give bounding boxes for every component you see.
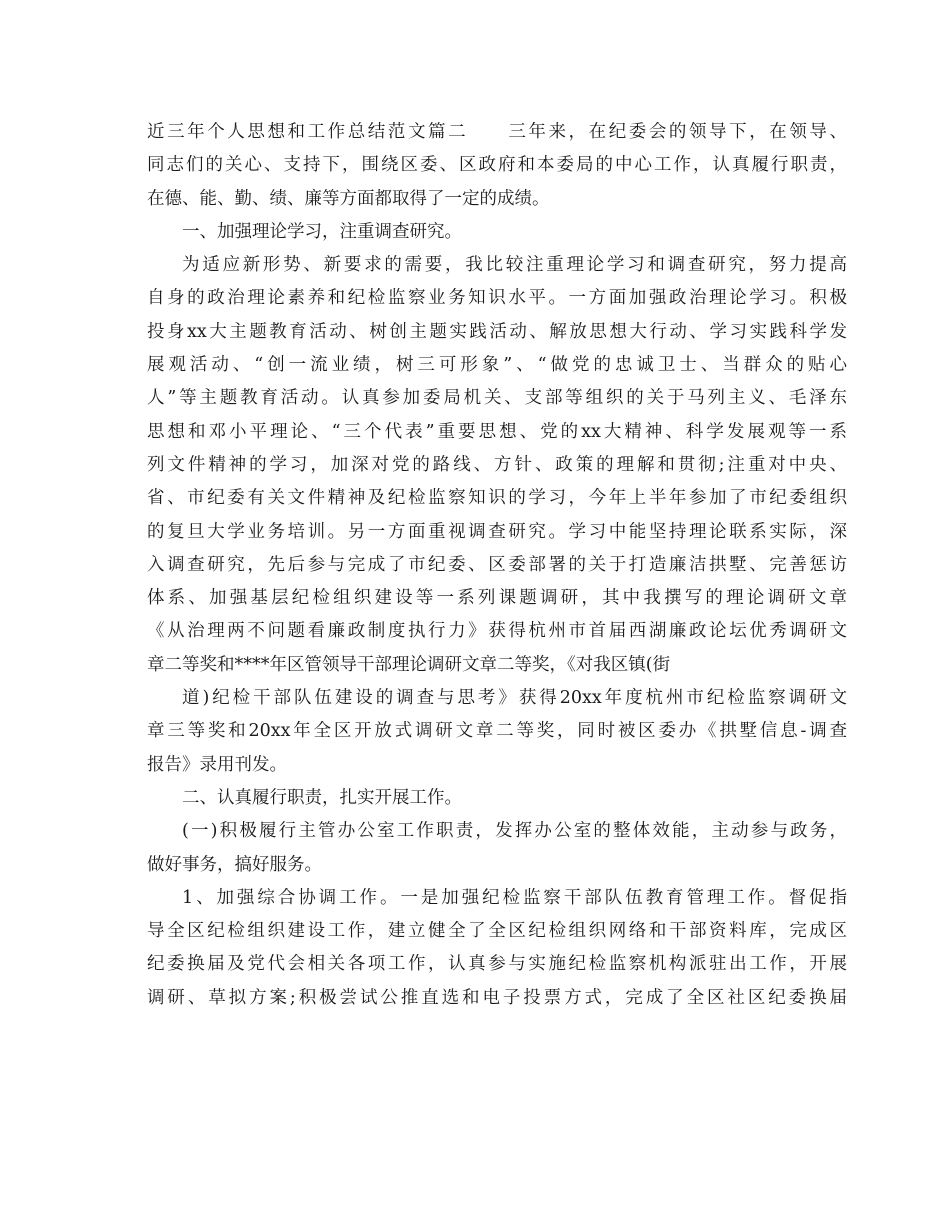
text-line-7: 投身xx大主题教育活动、树创主题实践活动、解放思想大行动、学习实践科学发 — [147, 321, 847, 342]
text-line-22: (一)积极履行主管办公室工作职责，发挥办公室的整体效能，主动参与政务， — [182, 821, 847, 842]
text-line-26: 纪委换届及党代会相关各项工作，认真参与实施纪检监察机构派驻出工作，开展 — [147, 954, 847, 975]
text-line-25: 导全区纪检组织建设工作，建立健全了全区纪检组织网络和干部资料库，完成区 — [147, 921, 847, 942]
text-line-11: 列文件精神的学习，加深对党的路线、方针、政策的理解和贯彻;注重对中央、 — [147, 454, 847, 475]
text-line-18: 道)纪检干部队伍建设的调查与思考》获得20xx年度杭州市纪检监察调研文 — [182, 688, 847, 709]
text-line-16: 《从治理两不问题看廉政制度执行力》获得杭州市首届西湖廉政论坛优秀调研文 — [147, 621, 847, 642]
text-line-6: 自身的政治理论素养和纪检监察业务知识水平。一方面加强政治理论学习。积极 — [147, 288, 847, 309]
text-line-1: 近三年个人思想和工作总结范文篇二 三年来，在纪委会的领导下，在领导、 — [147, 122, 847, 142]
section-heading-2: 二、认真履行职责，扎实开展工作。 — [182, 787, 462, 808]
text-line-27: 调研、草拟方案;积极尝试公推直选和电子投票方式，完成了全区社区纪委换届 — [147, 987, 847, 1008]
text-line-12: 省、市纪委有关文件精神及纪检监察知识的学习，今年上半年参加了市纪委组织 — [147, 488, 847, 509]
text-line-9: 人”等主题教育活动。认真参加委局机关、支部等组织的关于马列主义、毛泽东 — [147, 388, 847, 409]
document-body — [147, 116, 847, 1015]
text-line-3: 在德、能、勤、绩、廉等方面都取得了一定的成绩。 — [147, 188, 550, 209]
text-line-17: 章二等奖和****年区管领导干部理论调研文章二等奖，《对我区镇(街 — [147, 654, 671, 675]
text-line-2: 同志们的关心、支持下，围绕区委、区政府和本委局的中心工作，认真履行职责， — [147, 155, 847, 176]
text-line-23: 做好事务，搞好服务。 — [147, 854, 322, 875]
text-line-5: 为适应新形势、新要求的需要，我比较注重理论学习和调查研究，努力提高 — [182, 255, 847, 276]
section-heading-1: 一、加强理论学习，注重调查研究。 — [182, 221, 462, 242]
text-line-14: 入调查研究，先后参与完成了市纪委、区委部署的关于打造廉洁拱墅、完善惩访 — [147, 554, 847, 575]
text-line-20: 报告》录用刊发。 — [147, 754, 287, 775]
text-line-13: 的复旦大学业务培训。另一方面重视调查研究。学习中能坚持理论联系实际，深 — [147, 521, 847, 542]
text-line-10: 思想和邓小平理论、“三个代表”重要思想、党的xx大精神、科学发展观等一系 — [147, 421, 847, 442]
text-line-15: 体系、加强基层纪检组织建设等一系列课题调研，其中我撰写的理论调研文章 — [147, 588, 847, 609]
text-line-24: 1、加强综合协调工作。一是加强纪检监察干部队伍教育管理工作。督促指 — [182, 887, 847, 908]
text-line-19: 章三等奖和20xx年全区开放式调研文章二等奖，同时被区委办《拱墅信息-调查 — [147, 721, 847, 742]
text-line-8: 展观活动、“创一流业绩，树三可形象”、“做党的忠诚卫士、当群众的贴心 — [147, 355, 847, 376]
